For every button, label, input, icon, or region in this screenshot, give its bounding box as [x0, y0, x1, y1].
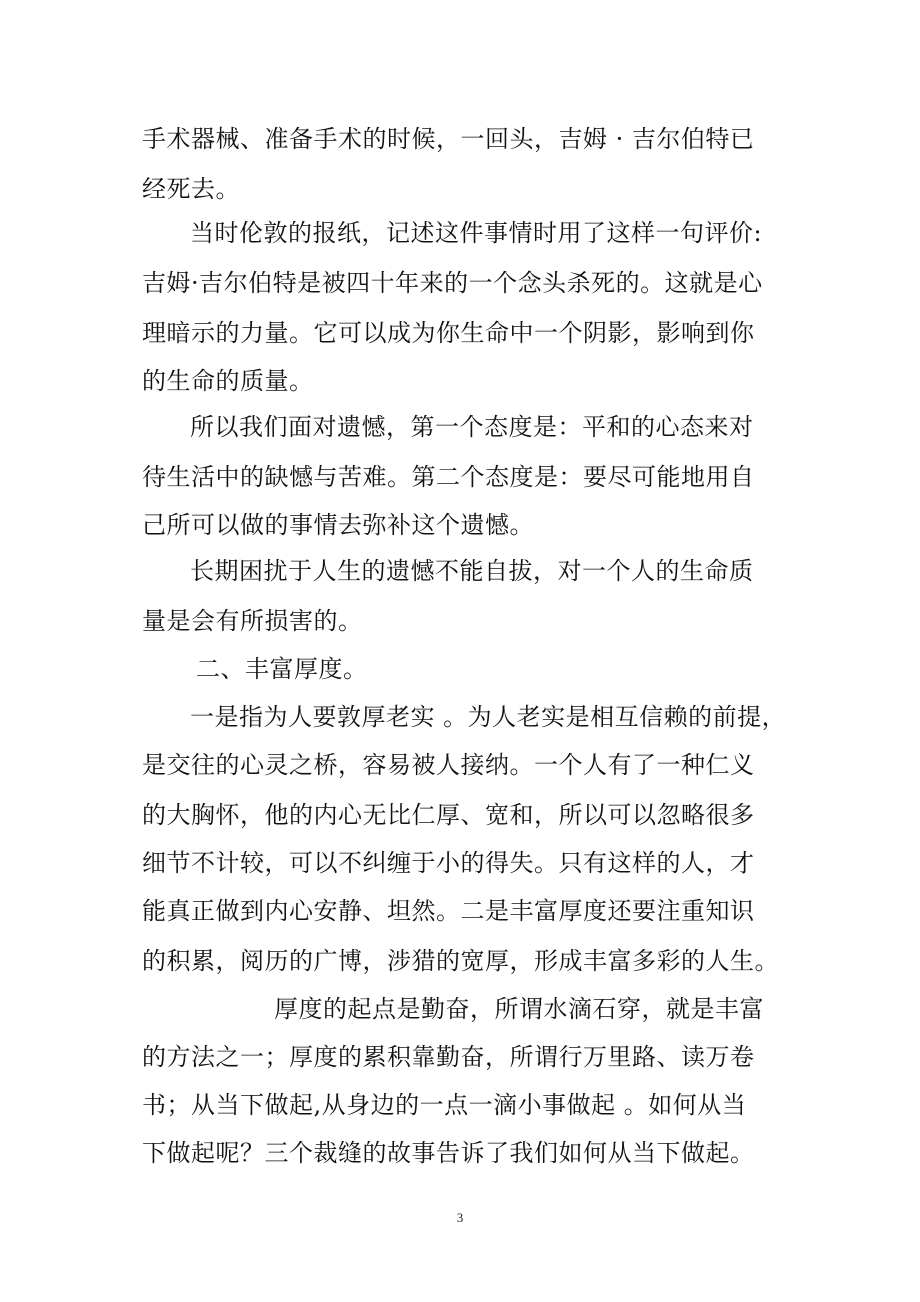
text-line: 一是指为人要敦厚老实 。为人老实是相互信赖的前提，: [190, 703, 787, 731]
text-line: 书；从当下做起,从身边的一点一滴小事做起 。如何从当: [142, 1091, 747, 1119]
text-line: 所以我们面对遗憾，第一个态度是：平和的心态来对: [190, 413, 754, 441]
text-line: 经死去。: [142, 175, 240, 203]
text-line: 厚度的起点是勤奋，所谓水滴石穿，就是丰富: [274, 995, 764, 1023]
text-line: 量是会有所损害的。: [142, 607, 363, 635]
page-number: 3: [456, 1210, 464, 1225]
text-line: 当时伦敦的报纸，记述这件事情时用了这样一句评价:: [190, 219, 763, 247]
text-line: 吉姆·吉尔伯特是被四十年来的一个念头杀死的。这就是心: [142, 269, 763, 297]
text-line: 的大胸怀，他的内心无比仁厚、宽和，所以可以忽略很多: [142, 801, 755, 829]
text-line: 长期困扰于人生的遗憾不能自拔，对一个人的生命质: [190, 557, 754, 585]
text-line: 理暗示的力量。它可以成为你生命中一个阴影，影响到你: [142, 319, 755, 347]
text-line: 能真正做到内心安静、坦然。二是丰富厚度还要注重知识: [142, 897, 755, 925]
text-line: 的积累，阅历的广博，涉猎的宽厚，形成丰富多彩的人生。: [142, 947, 779, 975]
text-line: 是交往的心灵之桥，容易被人接纳。一个人有了一种仁义: [142, 751, 755, 779]
text-line: 的生命的质量。: [142, 367, 314, 395]
text-line: 下做起呢？三个裁缝的故事告诉了我们如何从当下做起。: [142, 1139, 755, 1167]
text-line: 细节不计较，可以不纠缠于小的得失。只有这样的人，才: [142, 849, 755, 877]
text-line: 己所可以做的事情去弥补这个遗憾。: [142, 511, 534, 539]
text-line: 的方法之一；厚度的累积靠勤奋，所谓行万里路、读万卷: [142, 1043, 755, 1071]
text-line: 手术器械、准备手术的时候，一回头，吉姆 · 吉尔伯特已: [142, 125, 755, 153]
section-heading: 二、丰富厚度。: [196, 655, 368, 683]
text-line: 待生活中的缺憾与苦难。第二个态度是：要尽可能地用自: [142, 463, 755, 491]
